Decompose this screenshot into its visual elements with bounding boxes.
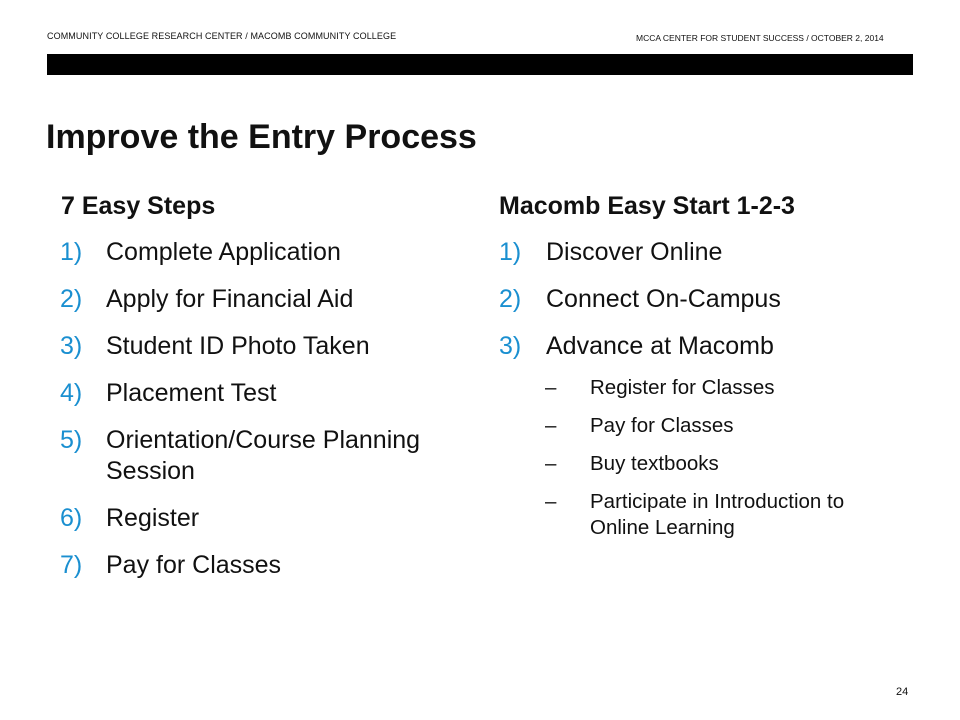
list-number: 7)	[60, 551, 83, 579]
sub-list-item-text: Pay for Classes	[590, 414, 734, 437]
sub-list-item	[545, 413, 905, 439]
list-item	[60, 425, 460, 487]
list-number: 1)	[499, 238, 522, 266]
list-item-text: Pay for Classes	[106, 551, 282, 579]
list-number: 3)	[60, 332, 83, 360]
list-number: 6)	[60, 504, 83, 532]
list-item-text: Advance at Macomb	[546, 332, 774, 360]
list-number: 4)	[60, 379, 83, 407]
sub-list-item-text: Register for Classes	[590, 376, 775, 399]
sub-list-item-text: Participate in Introduction to Online Learning	[590, 490, 845, 539]
dash-marker: –	[545, 490, 557, 513]
page-number: 24	[896, 686, 909, 698]
sub-list-item-text: Buy textbooks	[590, 452, 719, 475]
sub-list-item	[545, 375, 905, 401]
header-bar	[47, 54, 913, 75]
list-item-text: Discover Online	[546, 238, 723, 266]
list-item	[60, 284, 460, 315]
left-column-heading: 7 Easy Steps	[61, 192, 216, 220]
list-item	[60, 550, 460, 581]
list-item	[60, 378, 460, 409]
slide-title: Improve the Entry Process	[46, 118, 477, 156]
list-item	[499, 284, 919, 315]
list-item	[60, 237, 460, 268]
list-item-text: Connect On-Campus	[546, 285, 781, 313]
list-number: 2)	[60, 285, 83, 313]
advance-sub-list	[545, 375, 905, 553]
list-item	[60, 503, 460, 534]
right-column-heading: Macomb Easy Start 1-2-3	[499, 192, 795, 220]
list-item-text: Student ID Photo Taken	[106, 332, 370, 360]
list-item	[60, 331, 460, 362]
dash-marker: –	[545, 414, 557, 437]
list-item-text: Orientation/Course Planning Session	[106, 426, 421, 485]
easy-start-list	[499, 237, 919, 378]
list-item	[499, 331, 919, 362]
list-number: 2)	[499, 285, 522, 313]
dash-marker: –	[545, 452, 557, 475]
list-item-text: Register	[106, 504, 200, 532]
sub-list-item	[545, 451, 905, 477]
easy-steps-list	[60, 237, 460, 597]
list-item-text: Placement Test	[106, 379, 277, 407]
list-item-text: Complete Application	[106, 238, 341, 266]
dash-marker: –	[545, 376, 557, 399]
list-number: 3)	[499, 332, 522, 360]
header-right-text: MCCA CENTER FOR STUDENT SUCCESS / OCTOBER 2, 2014	[636, 33, 884, 43]
list-item-text: Apply for Financial Aid	[106, 285, 354, 313]
list-number: 1)	[60, 238, 83, 266]
header-left-text: COMMUNITY COLLEGE RESEARCH CENTER / MACOMB COMMUNITY COLLEGE	[47, 31, 397, 41]
list-number: 5)	[60, 426, 83, 454]
sub-list-item	[545, 489, 905, 541]
list-item	[499, 237, 919, 268]
